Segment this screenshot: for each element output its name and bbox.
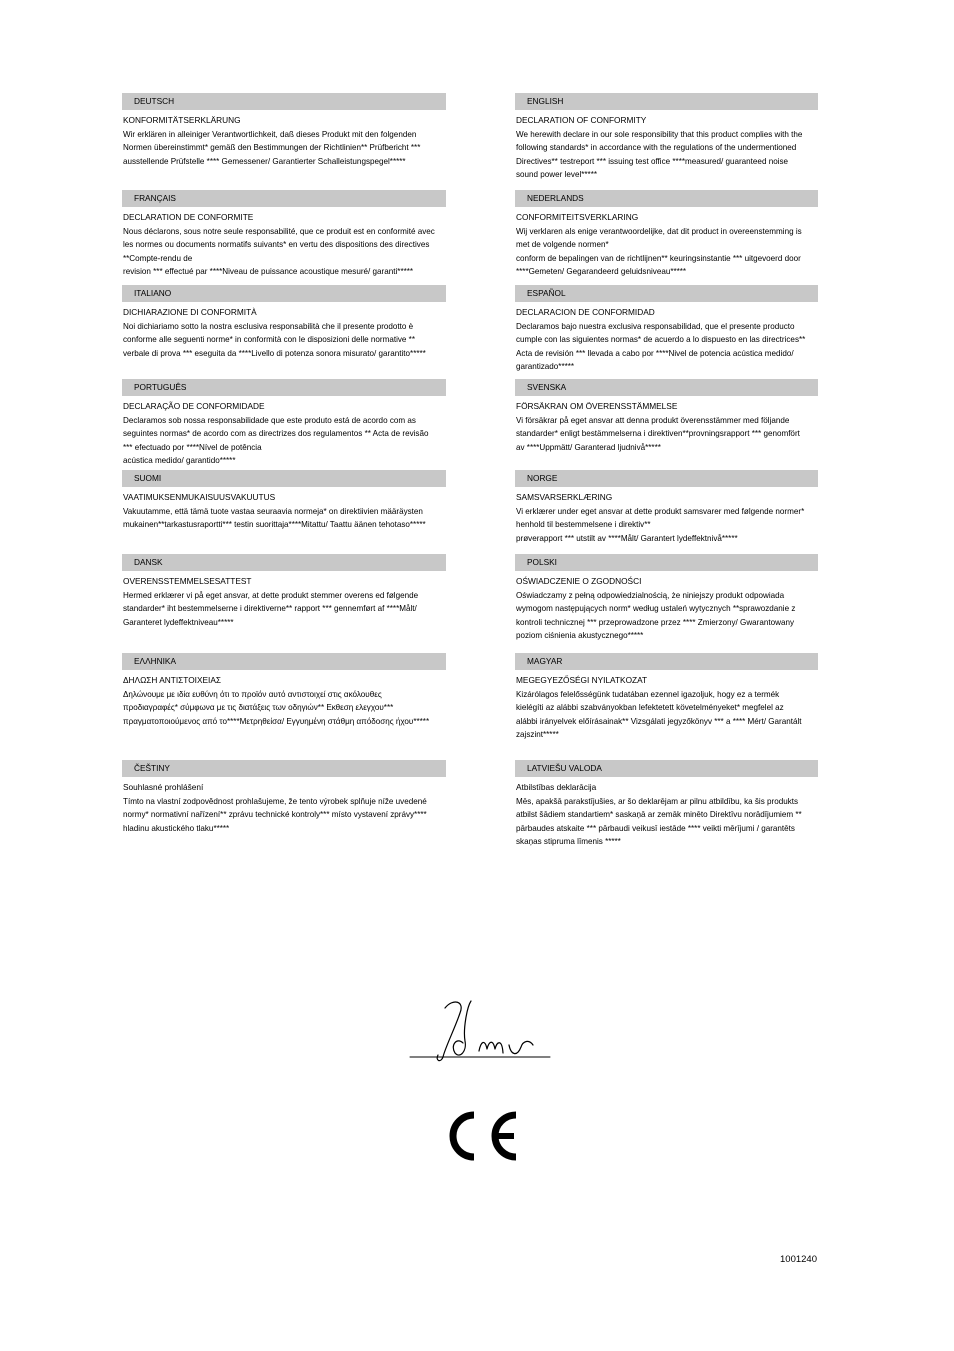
language-header: ITALIANO: [122, 285, 446, 302]
section-da: [122, 554, 446, 629]
language-header: SVENSKA: [515, 379, 818, 396]
document-number: 1001240: [780, 1254, 817, 1265]
section-title: OVERENSSTEMMELSESATTEST: [123, 576, 252, 586]
section-body: Tímto na vlastní zodpovědnost prohlašujeme, že tento výrobek splňuje níže uvedené normy* normativní nařízení** zprávu technické kontroly*** místo vystavení zprávy**** hladinu akustického tlaku*****: [123, 797, 427, 833]
section-title: DECLARATION OF CONFORMITY: [516, 115, 647, 125]
language-header: POLSKI: [515, 554, 818, 571]
section-body: Declaramos sob nossa responsabilidade que este produto está de acordo com as seguintes normas* de acordo com as directrizes dos regulamentos ** Acta de revisão *** efectuado por ****Nível de potência acústica medido/ garantido*****: [123, 416, 429, 466]
section-fi: [122, 470, 446, 532]
section-body: Oświadczamy z pełną odpowiedzialnością, że niniejszy produkt odpowiada wymogom następujących norm* według ustaleń wytycznych **sprawozdanie z kontroli technicznej *** przeprowadzone przez **** Zmierzony/ Gwarantowany poziom ciśnienia akustycznego*****: [516, 591, 796, 641]
section-body: Δηλώνουμε με ιδία ευθύνη ότι το προϊόν αυτό αντιστοιχεί στις ακόλουθες προδιαγραφές* σύμφωνα με τις διατάξεις των οδηγιών** Εκθεση ελεγχου*** πραγματοποιούμενος από το****Μετρηθείσα/ Εγγυημένη στάθμη απόδοσης ήχου*****: [123, 690, 430, 726]
section-title: CONFORMITEITSVERKLARING: [516, 212, 639, 222]
language-header: ENGLISH: [515, 93, 818, 110]
section-title: SAMSVARSERKLÆRING: [516, 492, 613, 502]
section-body: Wir erklären in alleiniger Verantwortlichkeit, daß dieses Produkt mit den folgenden Normen übereinstimmt* gemäß den Bestimmungen der Richtlinien** Prüfbericht *** ausstellende Prüfstelle **** Gemessener/ Garantierter Schalleistungspegel*****: [123, 130, 421, 166]
section-body: Wij verklaren als enige verantwoordelijke, dat dit product in overeenstemming is met de volgende normen* conform de bepalingen van de richtlijnen** keuringsinstantie *** uitgevoerd door ****Gemeten/ Gegarandeerd geluidsniveau*****: [516, 227, 802, 277]
section-body: We herewith declare in our sole responsibility that this product complies with the following standards* in accordance with the regulations of the undermentioned Directives** testreport *** issuing test office ****measured/ guaranteed noise sound power level*****: [516, 130, 803, 180]
section-title: DICHIARAZIONE DI CONFORMITÀ: [123, 307, 257, 317]
section-sv: [515, 379, 818, 454]
language-header: LATVIEŠU VALODA: [515, 760, 818, 777]
section-body: Vi erklærer under eget ansvar at dette produkt samsvarer med følgende normer* henhold til bestemmelsene i direktiv** prøverapport *** utstilt av ****Målt/ Garantert lydeffektnivå*****: [516, 507, 805, 543]
section-it: [122, 285, 446, 360]
section-hu: [515, 653, 818, 742]
section-de: [122, 93, 446, 168]
section-body: Kizárólagos felelősségünk tudatában ezennel igazoljuk, hogy ez a termék kielégíti az alábbi szabványokban lefektetett követelményeket* megfelel az alábbi irányelvek előírásainak** Vizsgálati jegyzőkönyv *** a **** Mért/ Garantált zajszint*****: [516, 690, 802, 740]
section-title: Souhlasné prohlášení: [123, 782, 204, 792]
section-title: ΔΗΛΩΣΗ ΑΝΤΙΣΤΟΙΧΕΙΑΣ: [123, 675, 221, 685]
section-body: Hermed erklærer vi på eget ansvar, at dette produkt stemmer overens ed følgende standarder* iht bestemmelserne i direktiverne** rapport *** gennemført af ****Målt/ Garanteret lydeffektniveau*****: [123, 591, 419, 627]
section-body: Vakuutamme, että tämä tuote vastaa seuraavia normeja* on direktiivien määräysten mukainen**tarkastusraportti*** testin suorittaja****Mitattu/ Taattu äänen tehotaso*****: [123, 507, 426, 530]
section-body: Vi försäkrar på eget ansvar att denna produkt överensstämmer med följande standarder* enligt bestämmelserna i direktiven**provningsrapport *** genomfört av ****Uppmätt/ Garanterad ljudnivå*****: [516, 416, 800, 452]
section-body: Noi dichiariamo sotto la nostra esclusiva responsabilità che il presente prodotto è conforme alle seguenti norme* in conformità con le disposizioni delle normative ** verbale di prova *** eseguita da ****Livello di potenza sonora misurato/ garantito*****: [123, 322, 426, 358]
section-no: [515, 470, 818, 545]
ce-mark-icon: [444, 1108, 524, 1164]
language-header: FRANÇAIS: [122, 190, 446, 207]
language-header: ΕΛΛΗΝΙΚΑ: [122, 653, 446, 670]
section-pl: [515, 554, 818, 643]
section-pt: [122, 379, 446, 468]
section-nl: [515, 190, 818, 279]
section-lv: [515, 760, 818, 849]
section-es: [515, 285, 818, 374]
section-body: Declaramos bajo nuestra exclusiva responsabilidad, que el presente producto cumple con las siguientes normas* de acuerdo a lo dispuesto en las directrices** Acta de revisión *** llevada a cabo por ****Nivel de potencia acústica medido/ garantizado*****: [516, 322, 806, 372]
language-header: SUOMI: [122, 470, 446, 487]
section-title: VAATIMUKSENMUKAISUUSVAKUUTUS: [123, 492, 276, 502]
language-header: DEUTSCH: [122, 93, 446, 110]
section-fr: [122, 190, 446, 279]
language-header: NEDERLANDS: [515, 190, 818, 207]
section-el: [122, 653, 446, 728]
language-header: ČEŠTINY: [122, 760, 446, 777]
section-title: DECLARAÇÃO DE CONFORMIDADE: [123, 401, 265, 411]
section-title: FÖRSÄKRAN OM ÖVERENSSTÄMMELSE: [516, 401, 678, 411]
signature: [405, 993, 555, 1065]
section-title: DECLARACION DE CONFORMIDAD: [516, 307, 655, 317]
section-title: OŚWIADCZENIE O ZGODNOŚCI: [516, 576, 642, 586]
language-header: DANSK: [122, 554, 446, 571]
language-header: MAGYAR: [515, 653, 818, 670]
language-header: ESPAÑOL: [515, 285, 818, 302]
section-cs: [122, 760, 446, 835]
section-title: MEGEGYEZŐSÉGI NYILATKOZAT: [516, 675, 648, 685]
language-header: NORGE: [515, 470, 818, 487]
section-title: KONFORMITÄTSERKLÄRUNG: [123, 115, 241, 125]
language-header: PORTUGUÊS: [122, 379, 446, 396]
section-en: [515, 93, 818, 182]
section-body: Nous déclarons, sous notre seule responsabilité, que ce produit est en conformité avec les normes ou documents normatifs suivants* en vertu des dispositions des directives **Compte-rendu de revision *** effectué par ****Niveau de puissance acoustique mesuré/ garanti*****: [123, 227, 435, 277]
section-title: DECLARATION DE CONFORMITE: [123, 212, 254, 222]
section-body: Mēs, apakšā parakstījušies, ar šo deklarējam ar pilnu atbildību, ka šis produkts atbilst šādiem standartiem* saskaņā ar zemāk minēto Direktīvu norādījumiem ** pārbaudes atskaite *** pārbaudi veikusī iestāde **** veikti mērījumi / garantēts skaņas stipruma līmenis *****: [516, 797, 802, 847]
section-title: Atbilstības deklarācija: [516, 782, 597, 792]
